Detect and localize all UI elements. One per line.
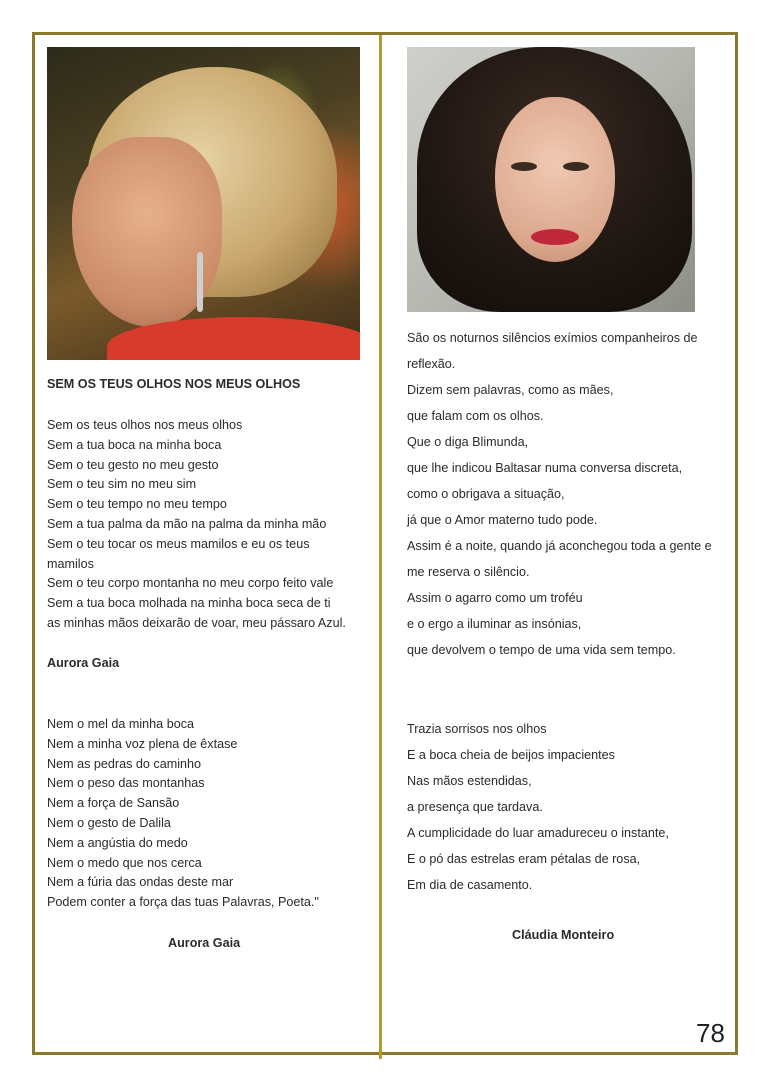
- photo-lips-shape: [531, 229, 579, 245]
- poem-author: Aurora Gaia: [47, 656, 120, 670]
- poem-line: já que o Amor materno tudo pode.: [407, 513, 598, 527]
- poem-author: Aurora Gaia: [168, 936, 241, 950]
- poem-line: Sem a tua boca na minha boca: [47, 437, 222, 452]
- poem-line: E o pó das estrelas eram pétalas de rosa,: [407, 852, 641, 866]
- author-photo-claudia-monteiro: [407, 47, 695, 312]
- page-number: 78: [696, 1018, 725, 1048]
- poem-line: Que o diga Blimunda,: [407, 435, 529, 449]
- poem-line: E a boca cheia de beijos impacientes: [407, 748, 615, 762]
- poem-line: Sem a tua palma da mão na palma da minha mão: [47, 516, 327, 531]
- poem-line: Nem o gesto de Dalila: [47, 815, 171, 830]
- poem-line: Sem o teu gesto no meu gesto: [47, 457, 219, 472]
- photo-earring-shape: [197, 252, 203, 312]
- poem-line: Podem conter a força das tuas Palavras, Poeta.": [47, 895, 319, 910]
- poem-sem-os-teus-olhos: [47, 416, 346, 634]
- poem-line: Em dia de casamento.: [407, 878, 533, 892]
- poem-line: que lhe indicou Baltasar numa conversa discreta,: [407, 461, 683, 475]
- poem-trazia-sorrisos: [407, 716, 669, 898]
- poem-line: Nem as pedras do caminho: [47, 756, 202, 771]
- poem-line: Sem o teu sim no meu sim: [47, 477, 197, 492]
- poem-line: que falam com os olhos.: [407, 409, 544, 423]
- poem-line: Dizem sem palavras, como as mães,: [407, 383, 614, 397]
- poem-line: Nem o peso das montanhas: [47, 776, 205, 791]
- poem-line: me reserva o silêncio.: [407, 565, 530, 579]
- poem-line: como o obrigava a situação,: [407, 487, 565, 501]
- poem-line: Assim é a noite, quando já aconchegou toda a gente e: [407, 539, 712, 553]
- poem-line: Assim o agarro como um troféu: [407, 591, 583, 605]
- poem-line: Nem o mel da minha boca: [47, 717, 194, 731]
- poem-title: SEM OS TEUS OLHOS NOS MEUS OLHOS: [47, 377, 301, 391]
- poem-line: reflexão.: [407, 357, 456, 371]
- poem-line: Nem a força de Sansão: [47, 796, 180, 811]
- poem-line: Trazia sorrisos nos olhos: [407, 722, 547, 736]
- poem-line: Sem o teu tocar os meus mamilos e eu os teus: [47, 536, 310, 551]
- poem-line: Sem o teu tempo no meu tempo: [47, 497, 227, 512]
- poem-line: a presença que tardava.: [407, 800, 543, 814]
- poem-line: Nem o medo que nos cerca: [47, 855, 202, 870]
- poem-line: Sem a tua boca molhada na minha boca seca de ti: [47, 596, 331, 611]
- poem-line: A cumplicidade do luar amadureceu o instante,: [407, 826, 669, 840]
- poem-line: Nas mãos estendidas,: [407, 774, 532, 788]
- poem-line: São os noturnos silêncios exímios companheiros de: [407, 331, 698, 345]
- poem-line: Nem a angústia do medo: [47, 835, 188, 850]
- poem-author: Cláudia Monteiro: [512, 928, 615, 942]
- poem-line: e o ergo a iluminar as insónias,: [407, 617, 582, 631]
- photo-eye-shape: [511, 162, 537, 171]
- photo-eye-shape: [563, 162, 589, 171]
- poem-line: que devolvem o tempo de uma vida sem tempo.: [407, 643, 676, 657]
- poem-nem-o-mel: [47, 715, 319, 913]
- author-photo-aurora-gaia: [47, 47, 360, 360]
- poem-line: Sem os teus olhos nos meus olhos: [47, 418, 243, 432]
- poem-line: Nem a fúria das ondas deste mar: [47, 875, 234, 890]
- poem-line: Nem a minha voz plena de êxtase: [47, 736, 238, 751]
- poem-line: Sem o teu corpo montanha no meu corpo feito vale: [47, 576, 334, 591]
- poem-noturnos-silencios: [407, 325, 712, 663]
- poem-line: mamilos: [47, 556, 94, 571]
- poem-line: as minhas mãos deixarão de voar, meu pássaro Azul.: [47, 615, 346, 630]
- column-divider: [379, 35, 382, 1059]
